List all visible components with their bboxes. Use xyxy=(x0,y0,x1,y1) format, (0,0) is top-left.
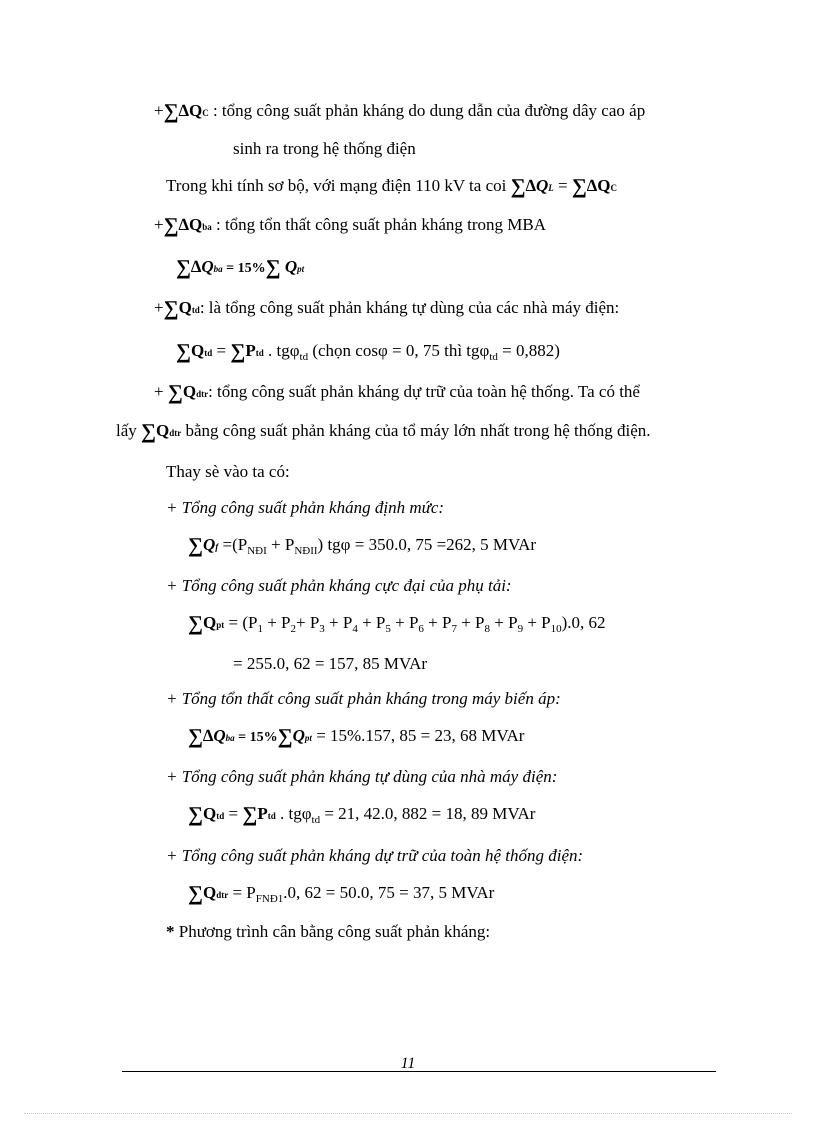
formula-text: + P xyxy=(266,535,295,554)
formula-subscript: f xyxy=(215,542,219,552)
formula-text: + P xyxy=(523,613,551,632)
formula-text: + P xyxy=(295,613,320,632)
formula-transformer-loss xyxy=(176,256,304,280)
formula-symbol: ∆Q xyxy=(178,215,203,234)
formula-subscript: td xyxy=(489,351,498,363)
line-text: : là tổng công suất phản kháng tự dùng của các nhà máy điện: xyxy=(199,298,620,317)
heading-transformer-loss: + Tổng tổn thất công suất phản kháng trong máy biến áp: xyxy=(166,689,561,708)
footer-rule xyxy=(122,1071,716,1072)
formula-equals: = 15% xyxy=(222,261,266,276)
line-text: Trong khi tính sơ bộ, với mạng điện 110 kV ta coi xyxy=(166,176,511,195)
formula-note: = 0,882) xyxy=(497,341,560,360)
formula-subscript: ba xyxy=(213,264,223,274)
formula-symbol: Q xyxy=(280,257,298,276)
formula-self-use-value xyxy=(188,803,535,831)
formula-symbol: ∆Q xyxy=(525,176,549,195)
formula-subscript: 4 xyxy=(352,623,358,635)
sigma-symbol: ∑ xyxy=(163,213,179,237)
formula-symbol: ∆Q xyxy=(190,257,214,276)
formula-subscript: dtr xyxy=(169,428,182,438)
plus-sign: + xyxy=(154,101,164,120)
formula-text: ).0, 62 xyxy=(561,613,606,632)
sigma-symbol: ∑ xyxy=(510,174,526,198)
heading-reserve-reactive: + Tổng công suất phản kháng dự trữ của toàn hệ thống điện: xyxy=(166,846,584,865)
formula-rated-reactive xyxy=(188,534,536,562)
sigma-symbol: ∑ xyxy=(176,339,191,363)
formula-subscript: td xyxy=(299,351,309,363)
formula-subscript: FNĐ1 xyxy=(255,893,284,905)
formula-subscript: td xyxy=(216,811,225,821)
line-text: bằng công suất phản kháng của tổ máy lớn nhất trong hệ thống điện. xyxy=(181,421,651,440)
formula-subscript: dtr xyxy=(216,890,229,900)
formula-text: + P xyxy=(357,613,386,632)
formula-symbol: Q xyxy=(202,535,216,554)
sigma-symbol: ∑ xyxy=(176,255,191,279)
formula-text: . tgφ xyxy=(263,341,300,360)
formula-subscript: td xyxy=(191,305,200,315)
text-line-reserve-cont xyxy=(116,420,651,444)
formula-transformer-loss-value xyxy=(188,725,524,749)
formula-text: .0, 62 = 50.0, 75 = 37, 5 MVAr xyxy=(283,883,495,902)
sigma-symbol: ∑ xyxy=(242,802,258,826)
formula-subscript: td xyxy=(267,811,276,821)
formula-self-use xyxy=(176,340,560,368)
formula-subscript: 3 xyxy=(319,623,325,635)
line-text: : tổng tổn thất công suất phản kháng trong MBA xyxy=(211,215,547,234)
formula-symbol: ∆Q xyxy=(202,726,226,745)
text-line-transformer-loss xyxy=(154,214,546,238)
heading-self-use-reactive: + Tổng công suất phản kháng tự dùng của nhà máy điện: xyxy=(166,767,558,786)
line-text: lấy xyxy=(116,421,142,440)
formula-subscript: C xyxy=(610,183,617,193)
sigma-symbol: ∑ xyxy=(188,881,203,905)
formula-symbol: P xyxy=(257,804,268,823)
equals-sign: = xyxy=(553,176,572,195)
formula-subscript: 1 xyxy=(257,623,263,635)
formula-subscript: td xyxy=(311,814,321,826)
formula-subscript: pt xyxy=(297,264,305,274)
formula-text: = 15%.157, 85 = 23, 68 MVAr xyxy=(311,726,525,745)
formula-equals: = 15% xyxy=(234,730,278,745)
formula-subscript: 6 xyxy=(418,623,424,635)
sigma-symbol: ∑ xyxy=(167,380,183,404)
formula-subscript: 7 xyxy=(451,623,457,635)
text-line-self-use xyxy=(154,297,619,321)
formula-subscript: ba xyxy=(225,733,235,743)
formula-text: . tgφ xyxy=(275,804,312,823)
formula-text: = (P xyxy=(224,613,258,632)
text-line-substitute: Thay sè vào ta có: xyxy=(166,462,290,481)
text-line-reserve xyxy=(154,381,738,405)
formula-symbol: Q xyxy=(178,298,192,317)
formula-max-load-result: = 255.0, 62 = 157, 85 MVAr xyxy=(233,654,428,673)
text-line-preliminary xyxy=(166,175,617,199)
sigma-symbol: ∑ xyxy=(188,724,203,748)
equals-sign: = xyxy=(212,341,231,360)
formula-symbol: P xyxy=(245,341,256,360)
formula-max-load-reactive xyxy=(188,612,606,640)
equals-sign: = xyxy=(224,804,243,823)
formula-subscript: pt xyxy=(304,733,312,743)
formula-subscript: pt xyxy=(216,620,225,630)
sigma-symbol: ∑ xyxy=(277,724,293,748)
asterisk-marker: * xyxy=(166,922,179,941)
sigma-symbol: ∑ xyxy=(188,802,203,826)
formula-reserve-value xyxy=(188,882,494,910)
formula-subscript: 10 xyxy=(550,623,562,635)
formula-symbol: ∆Q xyxy=(586,176,611,195)
formula-symbol: ∆Q xyxy=(178,101,203,120)
formula-subscript: td xyxy=(204,348,213,358)
heading-max-load-reactive: + Tổng công suất phản kháng cực đại của phụ tải: xyxy=(166,576,512,595)
formula-subscript: NĐII xyxy=(294,545,318,557)
sigma-symbol: ∑ xyxy=(230,339,246,363)
formula-subscript: 9 xyxy=(517,623,524,635)
sigma-symbol: ∑ xyxy=(571,174,587,198)
formula-symbol: Q xyxy=(202,804,217,823)
sigma-symbol: ∑ xyxy=(188,611,203,635)
line-text: Phương trình cân bằng công suất phản kháng: xyxy=(178,922,491,941)
formula-text: =(P xyxy=(218,535,248,554)
sigma-symbol: ∑ xyxy=(141,419,157,443)
formula-subscript: 5 xyxy=(385,623,391,635)
line-text: : tổng công suất phản kháng dự trữ của toàn hệ thống. Ta có thể xyxy=(208,382,640,401)
sigma-symbol: ∑ xyxy=(188,533,203,557)
formula-text: + P xyxy=(490,613,518,632)
line-text: : tổng công suất phản kháng do dung dẫn của đường dây cao áp xyxy=(208,101,646,120)
formula-symbol: Q xyxy=(202,883,217,902)
text-line-reactive-charging xyxy=(154,100,645,124)
page-edge-divider xyxy=(24,1113,792,1114)
formula-symbol: Q xyxy=(190,341,205,360)
sigma-symbol: ∑ xyxy=(163,296,179,320)
formula-subscript: td xyxy=(255,348,264,358)
plus-sign: + xyxy=(154,215,164,234)
formula-subscript: L xyxy=(548,183,554,193)
page-number: 11 xyxy=(400,1055,416,1072)
formula-text: + P xyxy=(262,613,291,632)
plus-sign: + xyxy=(154,382,168,401)
heading-rated-reactive: + Tổng công suất phản kháng định mức: xyxy=(166,498,445,517)
plus-sign: + xyxy=(154,298,164,317)
formula-text: + P xyxy=(456,613,485,632)
text-line-balance-equation xyxy=(166,921,490,943)
formula-symbol: Q xyxy=(202,613,217,632)
formula-text: = 21, 42.0, 882 = 18, 89 MVAr xyxy=(320,804,536,823)
formula-subscript: dtr xyxy=(196,389,209,399)
formula-text: + P xyxy=(324,613,353,632)
formula-subscript: NĐI xyxy=(247,545,267,557)
formula-subscript: 8 xyxy=(484,623,491,635)
formula-subscript: 2 xyxy=(290,623,296,635)
formula-note: (chọn cosφ = 0, 75 thì tgφ xyxy=(308,341,490,360)
formula-subscript: C xyxy=(202,108,209,118)
formula-subscript: ba xyxy=(202,222,212,232)
formula-symbol: Q xyxy=(182,382,197,401)
formula-symbol: Q xyxy=(292,726,305,745)
sigma-symbol: ∑ xyxy=(265,255,281,279)
formula-text: + P xyxy=(423,613,452,632)
formula-text: ) tgφ = 350.0, 75 =262, 5 MVAr xyxy=(317,535,537,554)
formula-text: + P xyxy=(390,613,419,632)
sigma-symbol: ∑ xyxy=(163,99,179,123)
text-line-continuation: sinh ra trong hệ thống điện xyxy=(233,139,416,158)
formula-symbol: Q xyxy=(156,421,170,440)
formula-text: = P xyxy=(228,883,256,902)
